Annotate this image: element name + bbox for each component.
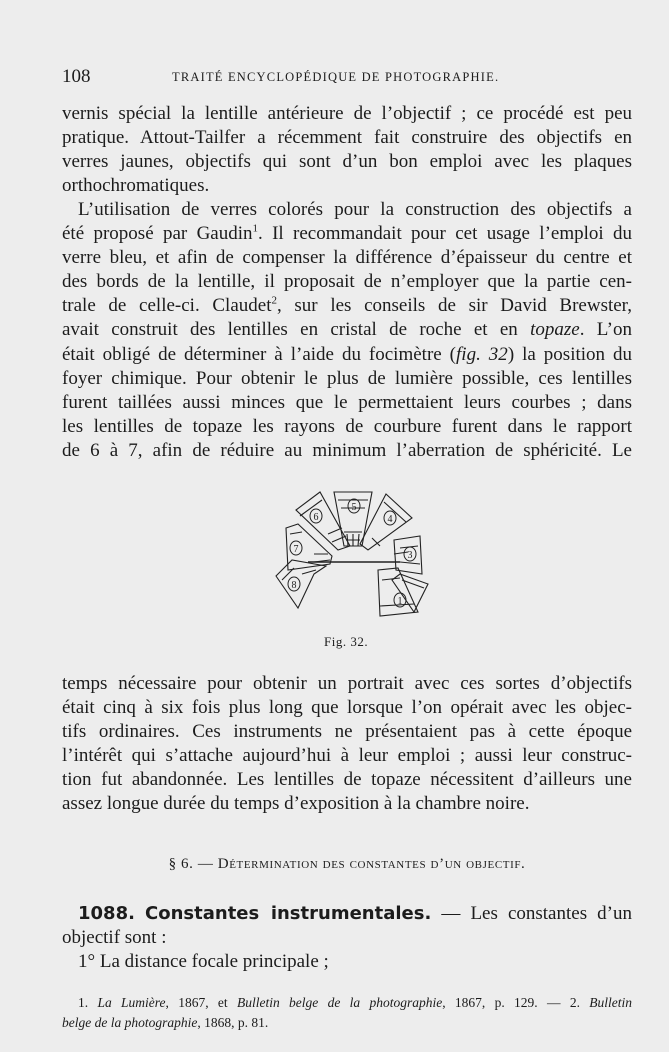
text-line: foyer chimique. Pour obtenir le plus de lumière possible, ces lentilles xyxy=(62,367,632,389)
text-line: tion fut abandonnée. Les lentilles de topaze nécessitent d’ailleurs une xyxy=(62,769,632,791)
paragraph-1 xyxy=(62,102,632,198)
text-line: L’utilisation de verres colorés pour la construction des objectifs a xyxy=(78,199,632,220)
section-heading xyxy=(62,856,632,873)
text-span: trale de celle-ci. Claudet xyxy=(62,295,272,317)
text-line xyxy=(62,318,632,342)
section-number: § 6. — xyxy=(168,856,218,872)
page-number: 108 xyxy=(62,66,91,87)
text-line: de 6 à 7, afin de réduire au minimum l’aberration de sphéricité. Le xyxy=(62,439,632,461)
text-line: objectif sont : xyxy=(62,927,167,949)
text-line: l’intérêt qui s’attache aujourd’hui à leur emploi ; aussi leur construc- xyxy=(62,745,632,767)
page-header xyxy=(62,66,632,90)
emphasis: La Lumière xyxy=(97,995,166,1010)
emphasis: Bulletin xyxy=(589,995,633,1010)
text-line: 1° La distance focale principale ; xyxy=(78,951,329,973)
text-span: , 1868, p. 81. xyxy=(197,1015,269,1030)
emphasis: topaze xyxy=(530,319,580,341)
text-line xyxy=(62,294,632,318)
emphasis: Bulletin belge de la photographie xyxy=(236,995,443,1010)
text-span: , 1867, p. 129. — 2. xyxy=(442,995,590,1010)
footnote-number: 1. xyxy=(78,995,98,1010)
text-line: furent taillées aussi minces que le permettaient leurs courbes ; dans xyxy=(62,391,632,413)
figure-label-3: 3 xyxy=(407,550,413,561)
text-span: été proposé par Gaudin xyxy=(62,223,253,245)
text-span: , sur les conseils de sir David Brewster, xyxy=(276,295,632,317)
lens-fan-6 xyxy=(296,492,350,550)
text-line xyxy=(62,902,632,926)
text-line: verres jaunes, objectifs qui sont d’un bon emploi avec les plaques xyxy=(62,151,632,173)
text-line: verre bleu, et afin de compenser la différence d’épaisseur du centre et xyxy=(62,247,632,269)
article-number: 1088. xyxy=(78,903,135,924)
footnote-ref-1[interactable]: 1 xyxy=(252,222,259,235)
section-title: Détermination des constantes d’un objectif. xyxy=(217,856,526,872)
footnotes xyxy=(62,993,632,1033)
text-line: était cinq à six fois plus long que lorsque l’on opérait avec les objec- xyxy=(62,697,632,719)
footnote-ref-2[interactable]: 2 xyxy=(271,295,277,308)
text-span: avait construit des lentilles en cristal de roche et en xyxy=(62,319,531,341)
text-line: des bords de la lentille, il proposait de n’employer que la partie cen- xyxy=(62,271,632,293)
figure-label-5: 5 xyxy=(351,502,357,513)
text-span: ) la position du xyxy=(507,343,633,365)
figure-caption: Fig. 32. xyxy=(324,634,369,649)
text-span: — Les constantes d’un xyxy=(431,903,633,924)
lens-fan-4 xyxy=(360,494,412,550)
text-span: . L’on xyxy=(579,319,632,341)
text-line xyxy=(62,222,632,246)
footnote-line xyxy=(62,993,632,1013)
figure-label-1: 1 xyxy=(397,596,403,607)
text-line: tifs ordinaires. Ces instruments ne présentaient pas à cette époque xyxy=(62,721,632,743)
figure-label-8: 8 xyxy=(291,580,297,591)
text-line: temps nécessaire pour obtenir un portrait avec ces sortes d’objectifs xyxy=(62,673,632,694)
article-title: Constantes instrumentales. xyxy=(145,903,432,924)
text-line: les lentilles de topaze les rayons de courbure furent dans le rapport xyxy=(62,415,632,437)
text-line xyxy=(62,343,632,367)
paragraph-3 xyxy=(62,672,632,817)
article-1088 xyxy=(62,902,632,974)
paragraph-2 xyxy=(62,198,632,463)
text-span: . Il recommandait pour cet usage l’emploi du xyxy=(258,223,633,245)
running-title: TRAITÉ ENCYCLOPÉDIQUE DE PHOTOGRAPHIE. xyxy=(172,70,500,84)
lens-diagram xyxy=(268,488,438,620)
figure-label-7: 7 xyxy=(293,544,299,555)
emphasis: belge de la photographie xyxy=(62,1015,198,1030)
figure-label-6: 6 xyxy=(313,512,319,523)
lens-fan-8 xyxy=(276,560,326,608)
text-line: pratique. Attout-Tailfer a récemment fait construire des objectifs en xyxy=(62,127,632,149)
figure-label-4: 4 xyxy=(387,514,393,525)
figure-reference[interactable]: fig. 32 xyxy=(456,343,508,365)
text-line: vernis spécial la lentille antérieure de l’objectif ; ce procédé est peu xyxy=(62,103,632,124)
text-span: était obligé de déterminer à l’aide du focimètre ( xyxy=(62,343,457,365)
lens-fan-5 xyxy=(334,492,372,546)
text-span: , 1867, et xyxy=(165,995,237,1010)
text-line: assez longue durée du temps d’exposition à la chambre noire. xyxy=(62,793,530,815)
text-line: orthochromatiques. xyxy=(62,175,210,197)
footnote-line xyxy=(62,1013,632,1033)
